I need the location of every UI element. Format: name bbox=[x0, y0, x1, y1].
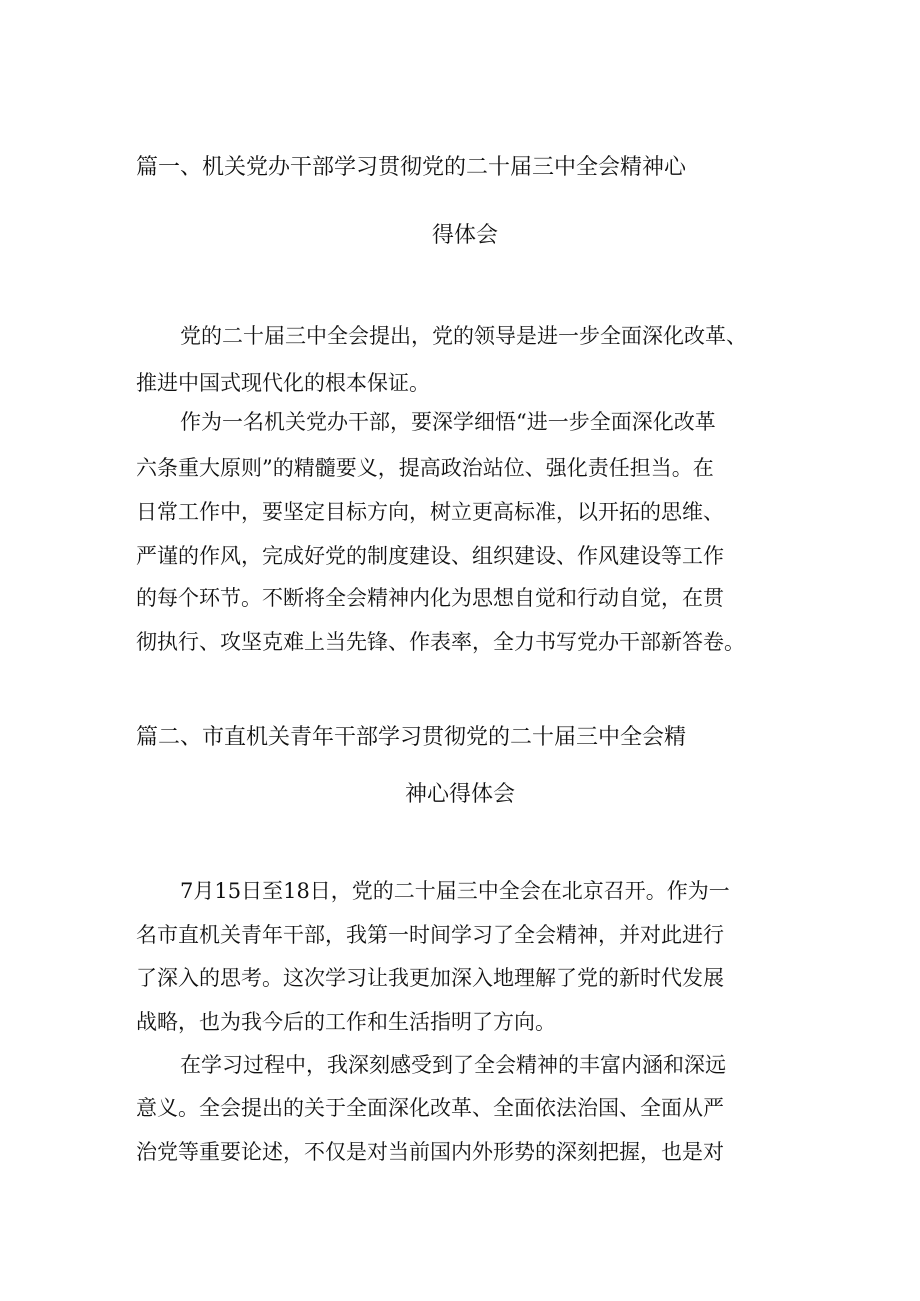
section-1-title-line-2: 得体会 bbox=[432, 223, 499, 248]
section-1-paragraph-2-line: 六条重大原则”的精髓要义，提高政治站位、强化责任担当。在 bbox=[136, 456, 714, 480]
section-1-paragraph-2-line: 日常工作中，要坚定目标方向，树立更高标准，以开拓的思维、 bbox=[136, 500, 724, 524]
section-1-paragraph-2-line: 彻执行、攻坚克难上当先锋、作表率，全力书写党办干部新答卷。 bbox=[136, 630, 745, 654]
section-2-title-line-1: 篇二、市直机关青年干部学习贯彻党的二十届三中全会精 bbox=[136, 725, 687, 750]
section-2-paragraph-2-line: 治党等重要论述，不仅是对当前国内外形势的深刻把握，也是对 bbox=[136, 1140, 724, 1164]
section-2-title-line-2: 神心得体会 bbox=[405, 782, 516, 807]
section-2-paragraph-1-line: 战略，也为我今后的工作和生活指明了方向。 bbox=[136, 1010, 556, 1034]
section-1-paragraph-1-line: 推进中国式现代化的根本保证。 bbox=[136, 371, 430, 395]
section-1-paragraph-2-line: 严谨的作风，完成好党的制度建设、组织建设、作风建设等工作 bbox=[136, 544, 724, 568]
section-2-paragraph-2-line: 在学习过程中，我深刻感受到了全会精神的丰富内涵和深远 bbox=[180, 1053, 726, 1077]
section-2-paragraph-2-line: 意义。全会提出的关于全面深化改革、全面依法治国、全面从严 bbox=[136, 1096, 724, 1120]
section-2-paragraph-1-line: 名市直机关青年干部，我第一时间学习了全会精神，并对此进行 bbox=[136, 923, 724, 947]
section-1-paragraph-2-line: 的每个环节。不断将全会精神内化为思想自觉和行动自觉，在贯 bbox=[136, 586, 724, 610]
section-2-paragraph-1-line: 7月15日至18日，党的二十届三中全会在北京召开。作为一 bbox=[180, 879, 730, 903]
section-1-paragraph-1-line: 党的二十届三中全会提出，党的领导是进一步全面深化改革、 bbox=[180, 324, 747, 348]
section-1-title-line-1: 篇一、机关党办干部学习贯彻党的二十届三中全会精神心 bbox=[136, 155, 687, 180]
section-1-paragraph-2-line: 作为一名机关党办干部，要深学细悟“进一步全面深化改革 bbox=[180, 410, 716, 434]
section-2-paragraph-1-line: 了深入的思考。这次学习让我更加深入地理解了党的新时代发展 bbox=[136, 966, 724, 990]
